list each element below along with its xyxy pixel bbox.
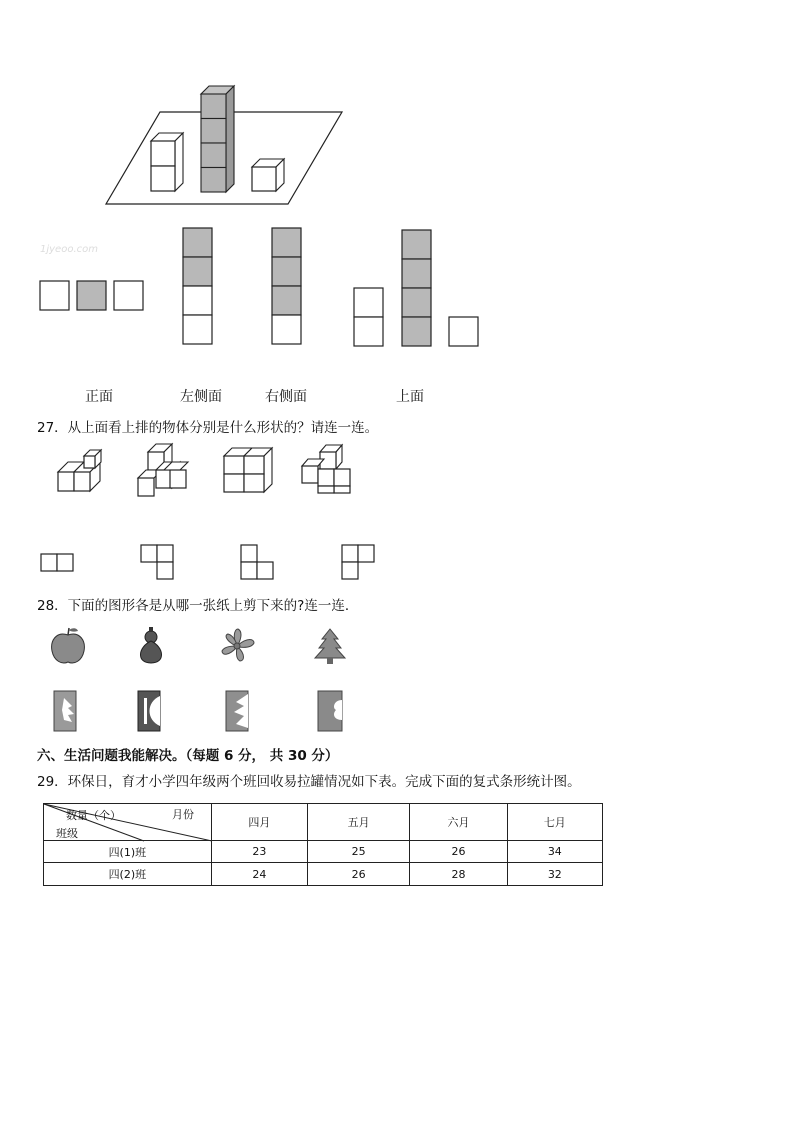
value-cell: 25 — [308, 841, 410, 863]
front-view — [40, 281, 143, 310]
header-class-label: 班级 — [56, 827, 78, 840]
q27-3d-objects — [50, 440, 370, 500]
value-cell: 28 — [410, 863, 507, 886]
question-27: 27．从上面看上排的物体分别是什么形状的？请连一连。 — [37, 420, 379, 436]
q27-top-view-shapes — [40, 540, 380, 584]
q27-shape-2 — [141, 545, 173, 579]
month-header-june: 六月 — [410, 804, 507, 841]
value-cell: 24 — [211, 863, 307, 886]
class-name-cell: 四(2)班 — [44, 863, 212, 886]
month-header-may: 五月 — [308, 804, 410, 841]
table-header-corner — [44, 804, 212, 841]
views-figure — [38, 226, 488, 351]
table-row — [44, 841, 603, 863]
single-cube — [252, 159, 284, 191]
question-28: 28．下面的图形各是从哪一张纸上剪下来的?连一连． — [37, 598, 359, 614]
view-label-right: 右侧面 — [265, 389, 307, 405]
cube-arrangement-figure — [100, 80, 360, 210]
section-6-heading: 六、生活问题我能解决。（每题 6 分， 共 30 分） — [37, 748, 339, 764]
tree-shape — [315, 629, 345, 664]
value-cell: 32 — [507, 863, 602, 886]
recycling-table — [43, 803, 603, 886]
value-cell: 26 — [308, 863, 410, 886]
q28-paper-pieces — [48, 688, 358, 736]
paper-piece-3 — [226, 691, 248, 731]
header-month-label: 月份 — [172, 808, 194, 821]
q28-cut-shapes — [48, 625, 358, 670]
q27-shape-1 — [41, 554, 73, 571]
left-cube-stack — [151, 133, 183, 191]
value-cell: 34 — [507, 841, 602, 863]
view-label-front: 正面 — [85, 389, 113, 405]
value-cell: 26 — [410, 841, 507, 863]
value-cell: 23 — [211, 841, 307, 863]
header-quantity-label: 数量（个） — [66, 809, 121, 822]
month-header-july: 七月 — [507, 804, 602, 841]
q27-shape-4 — [342, 545, 374, 579]
q27-shape-3 — [241, 545, 273, 579]
right-side-view — [272, 228, 301, 344]
top-view — [354, 230, 478, 346]
q27-object-2 — [138, 444, 188, 496]
apple-shape — [52, 628, 85, 663]
q27-object-1 — [58, 450, 101, 491]
tall-gray-cube-stack — [201, 86, 234, 192]
table-row — [44, 863, 603, 886]
flower-shape — [222, 629, 254, 661]
class-name-cell: 四(1)班 — [44, 841, 212, 863]
gourd-shape — [140, 627, 161, 663]
q27-object-4 — [302, 445, 350, 493]
paper-piece-4 — [318, 691, 342, 731]
question-29: 29．环保日，育才小学四年级两个班回收易拉罐情况如下表。完成下面的复式条形统计图。 — [37, 774, 581, 790]
q27-object-3 — [224, 448, 272, 492]
paper-piece-1 — [54, 691, 76, 731]
paper-piece-2 — [138, 691, 160, 731]
view-label-left: 左侧面 — [180, 389, 222, 405]
left-side-view — [183, 228, 212, 344]
month-header-april: 四月 — [211, 804, 307, 841]
view-label-top: 上面 — [396, 389, 424, 405]
watermark-text: 1jyeoo.com — [40, 244, 98, 255]
